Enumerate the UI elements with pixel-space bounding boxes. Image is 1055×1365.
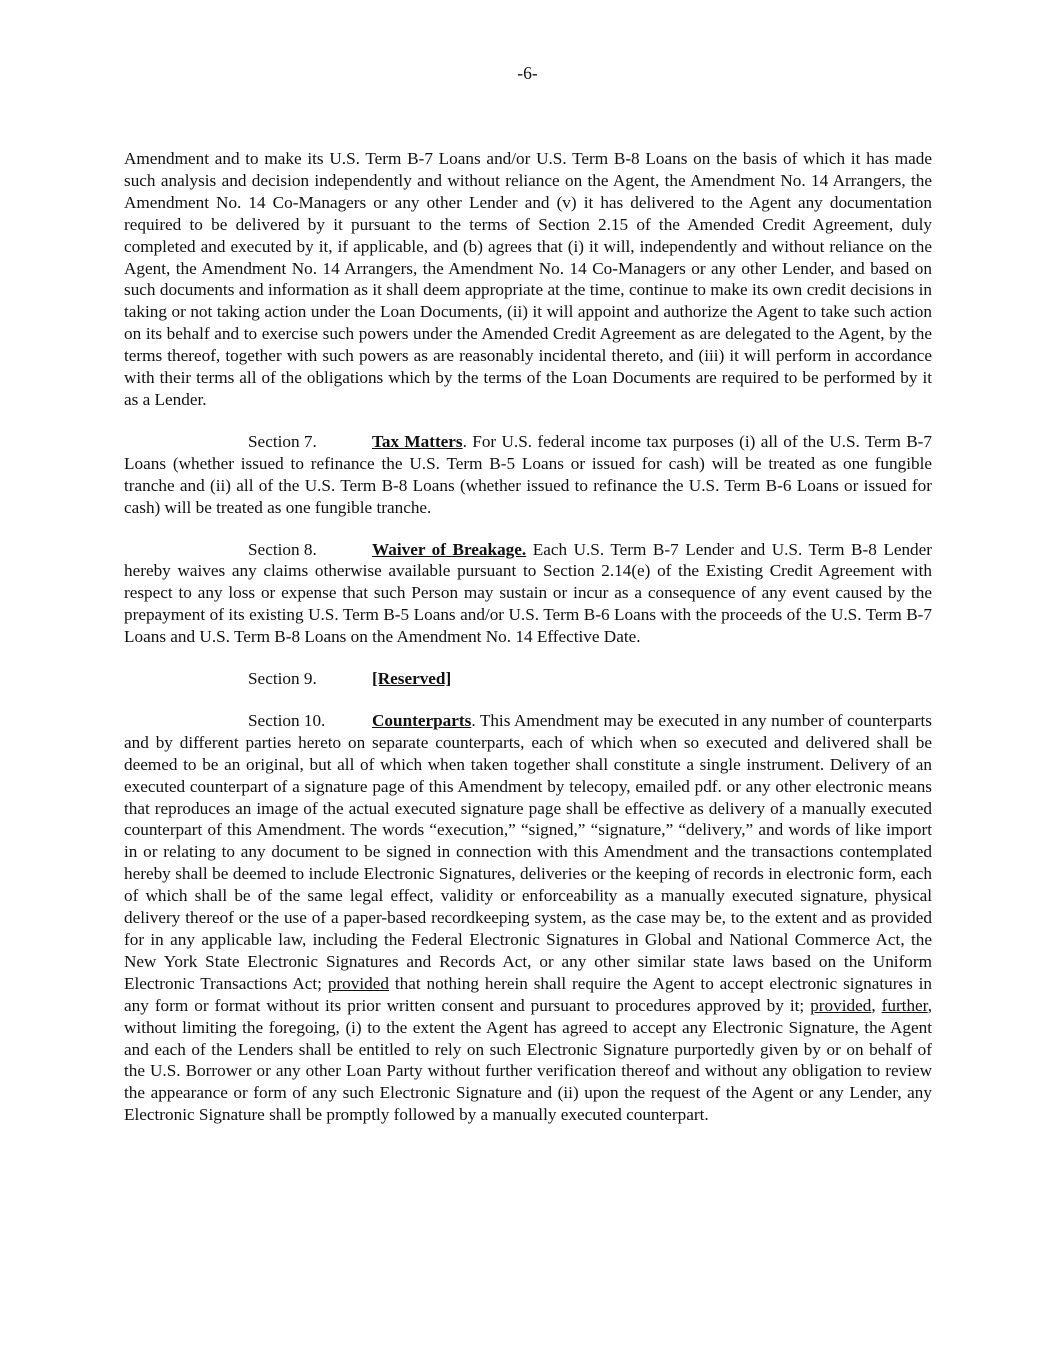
section-7-title: Tax Matters [372, 431, 463, 451]
section-8-paragraph [124, 539, 932, 649]
section-10-text-4: , without limiting the foregoing, (i) to the extent the Agent has agreed to accept any Electronic Signature, the Agent and each of the Lenders shall be entitled to rely on such Electronic Signature purportedly given by or on behalf of the U.S. Borrower or any other Loan Party without further verification thereof and without any obligation to review the appearance or form of any such Electronic Signature and (ii) upon the request of the Agent or any Lender, any Electronic Signature shall be promptly followed by a manually executed counterpart. [124, 995, 932, 1125]
section-9-paragraph [124, 668, 932, 690]
section-10-title: Counterparts [372, 710, 472, 730]
section-10-text-2: that nothing herein shall require the Agent to accept electronic signatures in any form or format without its prior written consent and pursuant to procedures approved by it; [124, 973, 933, 1015]
provided-term-2: provided [810, 995, 872, 1015]
section-10-text-1: . This Amendment may be executed in any number of counterparts and by different parties hereto on separate counterparts, each of which when so executed and delivered shall be deemed to be an original, but all of which when taken together shall constitute a single instrument. Delivery of an executed counterpart of a signature page of this Amendment by telecopy, emailed pdf. or any other electronic means that reproduces an image of the actual executed signature page shall be effective as delivery of a manually executed counterpart of this Amendment. The words “execution,” “signed,” “signature,” “delivery,” and words of like import in or relating to any document to be signed in connection with this Amendment and the transactions contemplated hereby shall be deemed to include Electronic Signatures, deliveries or the keeping of records in electronic form, each of which shall be of the same legal effect, validity or enforceability as a manually executed signature, physical delivery thereof or the use of a paper-based recordkeeping system, as the case may be, to the extent and as provided for in any applicable law, including the Federal Electronic Signatures in Global and National Commerce Act, the New York State Electronic Signatures and Records Act, or any other similar state laws based on the Uniform Electronic Transactions Act; [124, 710, 932, 993]
document-body [124, 148, 932, 1146]
section-8-text: Each U.S. Term B-7 Lender and U.S. Term B-8 Lender hereby waives any claims otherwise available pursuant to Section 2.14(e) of the Existing Credit Agreement with respect to any loss or expense that such Person may sustain or incur as a consequence of any event caused by the prepayment of its existing U.S. Term B-5 Loans and/or U.S. Term B-6 Loans with the proceeds of the U.S. Term B-7 Loans and U.S. Term B-8 Loans on the Amendment No. 14 Effective Date. [124, 539, 932, 647]
further-term: further [881, 995, 928, 1015]
section-7-text: . For U.S. federal income tax purposes (i) all of the U.S. Term B-7 Loans (whether issued to refinance the U.S. Term B-5 Loans or issued for cash) will be treated as one fungible tranche and (ii) all of the U.S. Term B-8 Loans (whether issued to refinance the U.S. Term B-6 Loans or issued for cash) will be treated as one fungible tranche. [124, 431, 932, 517]
section-10-paragraph [124, 710, 932, 1126]
section-7-number: Section 7. [248, 431, 317, 451]
section-9-number: Section 9. [248, 669, 317, 689]
page-number: -6- [517, 63, 538, 83]
section-10-text-3: , [871, 995, 882, 1015]
intro-paragraph: Amendment and to make its U.S. Term B-7 Loans and/or U.S. Term B-8 Loans on the basis of which it has made such analysis and decision independently and without reliance on the Agent, the Amendment No. 14 Arrangers, the Amendment No. 14 Co-Managers or any other Lender and (v) it has delivered to the Agent any documentation required to be delivered by it pursuant to the terms of Section 2.15 of the Amended Credit Agreement, duly completed and executed by it, if applicable, and (b) agrees that (i) it will, independently and without reliance on the Agent, the Amendment No. 14 Arrangers, the Amendment No. 14 Co-Managers or any other Lender, and based on such documents and information as it shall deem appropriate at the time, continue to make its own credit decisions in taking or not taking action under the Loan Documents, (ii) it will appoint and authorize the Agent to take such action on its behalf and to exercise such powers under the Amended Credit Agreement as are delegated to the Agent, by the terms thereof, together with such powers as are reasonably incidental thereto, and (iii) it will perform in accordance with their terms all of the obligations which by the terms of the Loan Documents are required to be performed by it as a Lender. [124, 149, 932, 409]
section-8-title: Waiver of Breakage. [372, 539, 527, 559]
provided-term-1: provided [327, 973, 389, 993]
section-9-title: [Reserved] [372, 669, 452, 689]
section-10-number: Section 10. [248, 710, 326, 730]
section-8-number: Section 8. [248, 539, 317, 559]
section-7-paragraph [124, 431, 932, 519]
